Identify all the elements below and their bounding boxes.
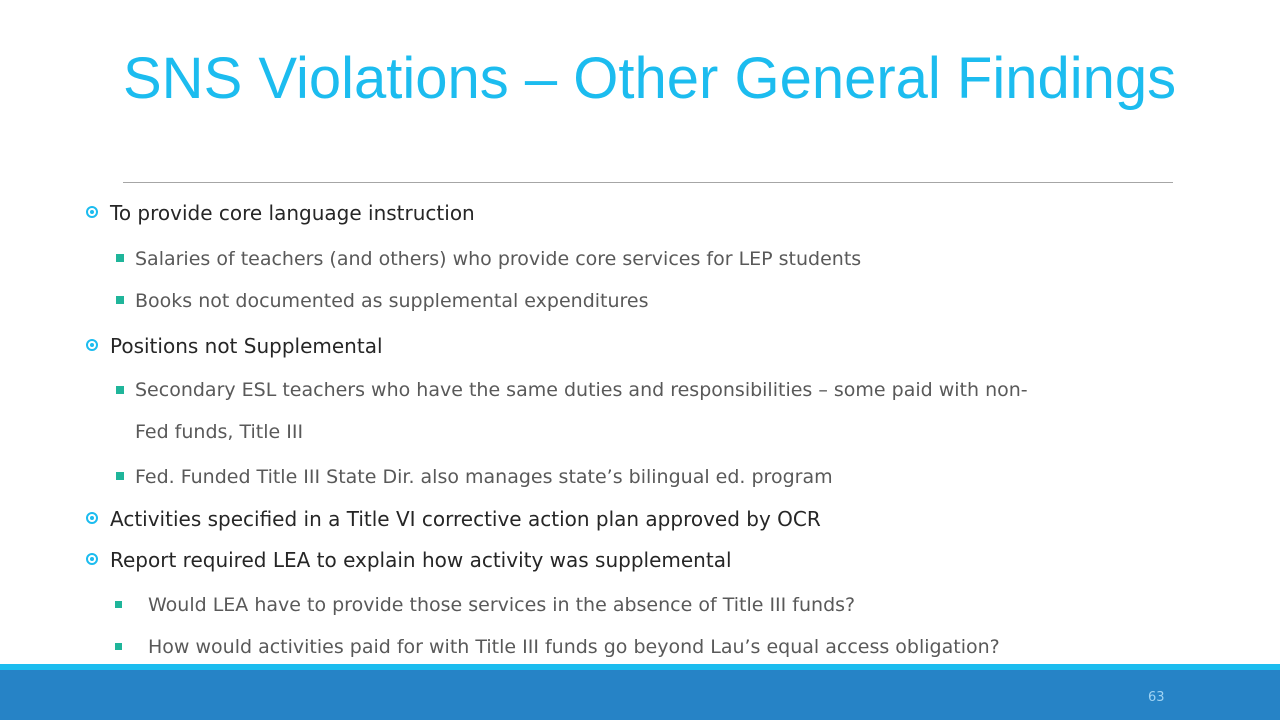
slide-title: SNS Violations – Other General Findings: [123, 46, 1177, 111]
footer-bar: [0, 664, 1280, 720]
bullet-positions: Positions not Supplemental: [110, 334, 383, 358]
bullet-activities: Activities specified in a Title VI corrective action plan approved by OCR: [110, 507, 821, 531]
square-bullet-icon: [115, 601, 122, 608]
bullet-core-language: To provide core language instruction: [110, 201, 475, 225]
square-bullet-icon: [116, 296, 124, 304]
circle-bullet-icon: [86, 339, 98, 351]
footer-accent: [0, 664, 1280, 670]
square-bullet-icon: [116, 254, 124, 262]
sub-bullet-salaries: Salaries of teachers (and others) who provide core services for LEP students: [135, 248, 862, 270]
sub-bullet-would-lea: Would LEA have to provide those services in the absence of Title III funds?: [148, 594, 856, 616]
square-bullet-icon: [116, 386, 124, 394]
bullet-report: Report required LEA to explain how activity was supplemental: [110, 548, 732, 572]
circle-bullet-icon: [86, 553, 98, 565]
sub-bullet-esl-teachers: Secondary ESL teachers who have the same duties and responsibilities – some paid with non-: [135, 379, 1028, 401]
sub-bullet-state-dir: Fed. Funded Title III State Dir. also manages state’s bilingual ed. program: [135, 466, 833, 488]
circle-bullet-icon: [86, 206, 98, 218]
circle-bullet-icon: [86, 512, 98, 524]
sub-bullet-books: Books not documented as supplemental expenditures: [135, 290, 649, 312]
sub-bullet-esl-teachers-cont: Fed funds, Title III: [135, 421, 304, 443]
sub-bullet-lau: How would activities paid for with Title III funds go beyond Lau’s equal access obligation?: [148, 636, 1000, 658]
square-bullet-icon: [115, 643, 122, 650]
square-bullet-icon: [116, 472, 124, 480]
page-number: 63: [1148, 690, 1165, 705]
